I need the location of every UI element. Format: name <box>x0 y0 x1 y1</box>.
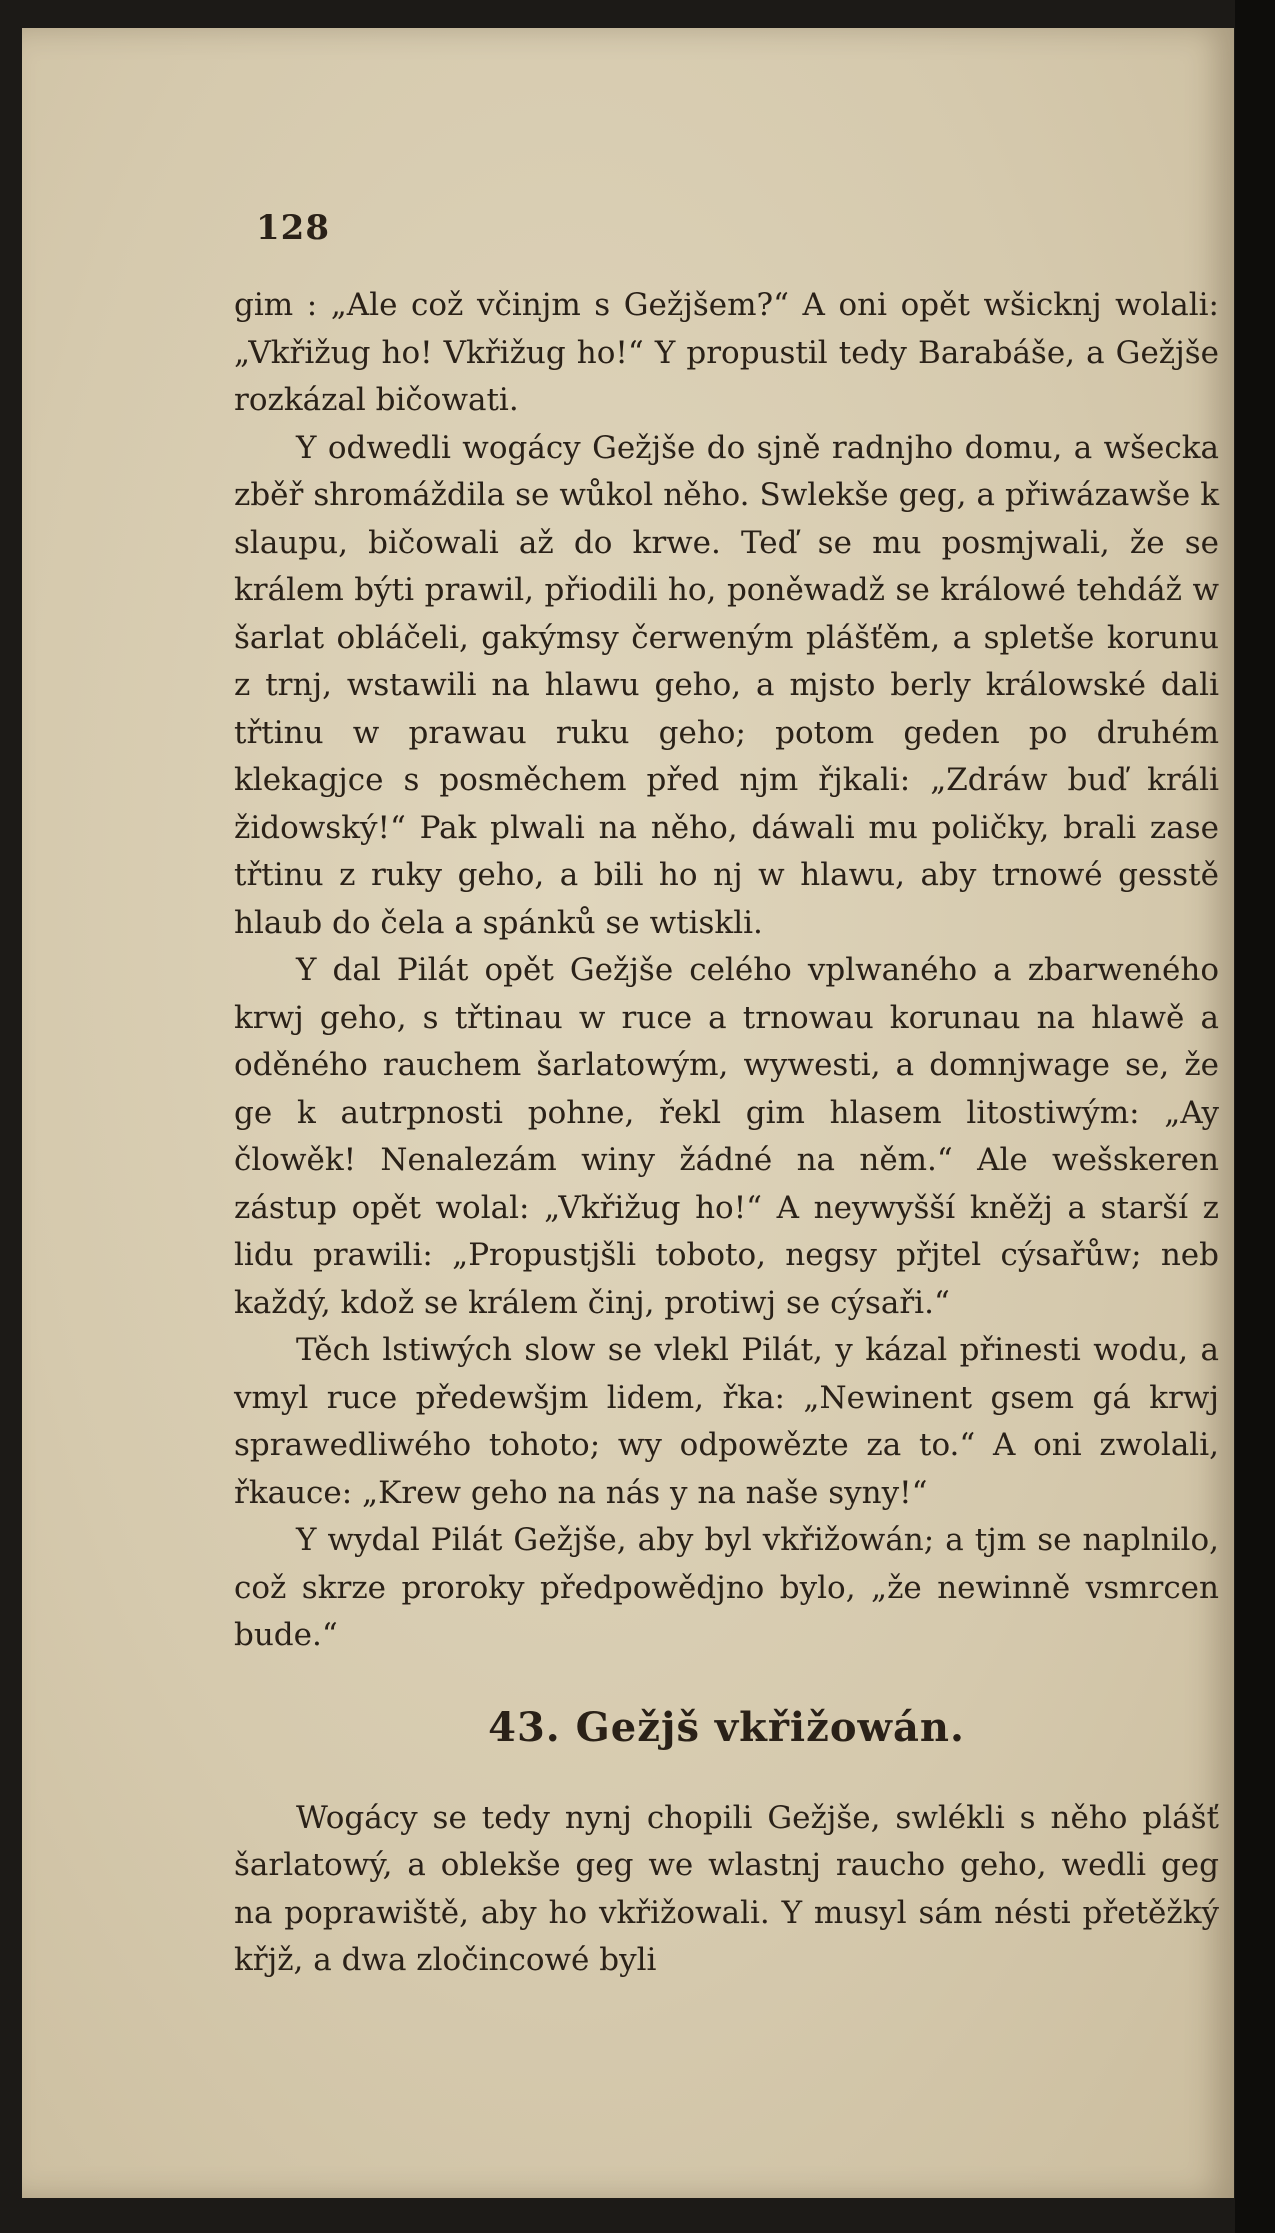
page-number: 128 <box>256 208 330 248</box>
paragraph: Y dal Pilát opět Gežjše celého vplwaného a zbarweného krwj geho, s třtinau w ruce a trnowau korunau na hlawě a oděného rauchem šarlatowým, wywesti, a domnjwage se, že ge k autrpnosti pohne, řekl gim hlasem litostiwým: „Ay člowěk! Nenalezám winy žádné na něm.“ Ale wešskeren zástup opět wolal: „Vkřižug ho!“ A neywyšší kněžj a starší z lidu prawili: „Propustjšli toboto, negsy přjtel cýsařůw; neb každý, kdož se králem činj, protiwj se cýsaři.“ <box>234 952 1219 1321</box>
paragraph: Wogácy se tedy nynj chopili Gežjše, swlékli s něho plášť šarlatowý, a oblekše geg we wlastnj raucho geho, wedli geg na poprawiště, aby ho vkřižowali. Y musyl sám nésti přetěžký křjž, a dwa zločincowé byli <box>234 1799 1219 1978</box>
paragraph: gim : „Ale což včinjm s Gežjšem?“ A oni opět wšicknj wolali: „Vkřižug ho! Vkřižug ho!“ Y propustil tedy Barabáše, a Gežjše rozkázal bičowati. <box>234 287 1219 418</box>
paragraph: Y odwedli wogácy Gežjše do sjně radnjho domu, a wšecka zběř shromáždila se wůkol něho. Swlekše geg, a přiwázawše k slaupu, bičowali až do krwe. Teď se mu posmjwali, že se králem býti prawil, přiodili ho, poněwadž se králowé tehdáž w šarlat obláčeli, gakýmsy čerweným plášťěm, a spletše korunu z trnj, wstawili na hlawu geho, a mjsto berly králowské dali třtinu w prawau ruku geho; potom geden po druhém klekagjce s posměchem před njm řjkali: „Zdráw buď králi židowský!“ Pak plwali na něho, dáwali mu poličky, brali zase třtinu z ruky geho, a bili ho nj w hlawu, aby trnowé gesstě hlaub do čela a spánků se wtiskli. <box>234 429 1219 941</box>
book-spine-shadow <box>1235 0 1275 2233</box>
chapter-heading: 43. Gežjš vkřižowán. <box>488 1703 965 1751</box>
book-page <box>22 28 1234 2198</box>
paragraph: Y wydal Pilát Gežjše, aby byl vkřižowán; a tjm se naplnilo, což skrze proroky předpowědjno bylo, „že newinně vsmrcen bude.“ <box>234 1522 1219 1653</box>
text-block <box>234 178 1219 1985</box>
paragraph: Těch lstiwých slow se vlekl Pilát, y kázal přinesti wodu, a vmyl ruce předewšjm lidem, řka: „Newinent gsem gá krwj sprawedliwého tohoto; wy odpowězte za to.“ A oni zwolali, řkauce: „Krew geho na nás y na naše syny!“ <box>234 1332 1219 1511</box>
